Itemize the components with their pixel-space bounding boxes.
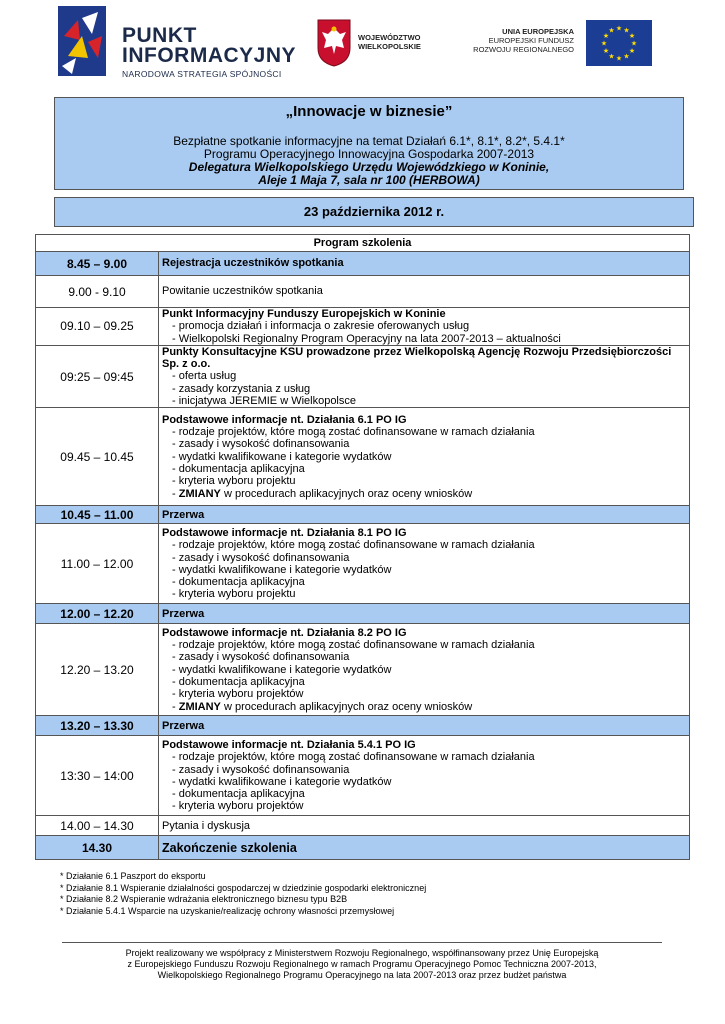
program-description [159, 836, 690, 860]
program-table [35, 234, 690, 860]
eu-star-icon: ★ [615, 25, 623, 33]
event-header [54, 97, 684, 190]
eu-star-icon: ★ [628, 48, 636, 55]
program-time: 09:25 – 09:45 [36, 345, 159, 407]
program-subitem: - wydatki kwalifikowane i kategorie wydatków [172, 450, 392, 463]
footnote: * Działanie 8.2 Wspieranie wdrażania elektronicznego biznesu typu B2B [60, 894, 348, 904]
program-row [36, 308, 690, 346]
eu-star-icon: ★ [602, 33, 610, 40]
eu-logo [462, 20, 662, 68]
program-subitem: - oferta usług [172, 370, 237, 383]
changes-highlight: ZMIANY [178, 700, 221, 713]
eu-star-icon: ★ [608, 53, 615, 61]
program-subitem: - Wielkopolski Regionalny Program Operacyjny na lata 2007-2013 – aktualności [172, 332, 561, 345]
program-row [36, 506, 690, 524]
program-time: 10.45 – 11.00 [36, 506, 159, 524]
punkt-title-line2: INFORMACYJNY [122, 44, 297, 67]
eu-text [473, 27, 574, 54]
program-row [36, 836, 690, 860]
program-item-title: Zakończenie szkolenia [162, 840, 297, 855]
program-description [159, 308, 690, 346]
wielkopolska-logo [316, 18, 446, 70]
program-time: 11.00 – 12.00 [36, 524, 159, 604]
event-topic: Bezpłatne spotkanie informacyjne na temat Działań 6.1*, 8.1*, 8.2*, 5.4.1* [173, 134, 565, 148]
footer [62, 948, 662, 981]
footnote: * Działanie 8.1 Wspieranie działalności gospodarczej w dziedzinie gospodarki elektronicznej [60, 882, 427, 893]
program-description [159, 624, 690, 716]
eu-line2: EUROPEJSKI FUNDUSZ [488, 36, 574, 45]
program-subitem: - zasady i wysokość dofinansowania [172, 763, 350, 776]
program-time: 14.30 [36, 836, 159, 860]
program-time: 14.00 – 14.30 [36, 816, 159, 836]
program-subitem: - wydatki kwalifikowane i kategorie wydatków [172, 663, 392, 676]
eu-star-icon: ★ [600, 40, 608, 48]
program-description [159, 524, 690, 604]
program-subitem: - inicjatywa JEREMIE w Wielkopolsce [172, 395, 356, 408]
program-time: 8.45 – 9.00 [36, 252, 159, 276]
eu-star-icon: ★ [628, 33, 636, 40]
eu-star-icon: ★ [623, 27, 630, 35]
eu-star-icon: ★ [630, 40, 638, 48]
program-subitem: - dokumentacja aplikacyjna [172, 788, 305, 801]
program-row [36, 816, 690, 836]
program-row [36, 252, 690, 276]
subitem-prefix: - [172, 487, 179, 500]
program-time: 12.00 – 12.20 [36, 604, 159, 624]
program-description [159, 252, 690, 276]
program-time: 9.00 - 9.10 [36, 276, 159, 308]
footer-line: z Europejskiego Funduszu Rozwoju Regionalnego w ramach Programu Operacyjnego Pomoc Techniczna 2007-2013, [127, 959, 597, 969]
subitem-prefix: - [172, 700, 179, 713]
program-heading: Program szkolenia [36, 235, 690, 252]
program-subitem [162, 701, 689, 713]
program-item-title: Przerwa [162, 607, 205, 620]
program-description [159, 408, 690, 506]
program-subitem: - dokumentacja aplikacyjna [172, 576, 305, 589]
program-subitem: - zasady i wysokość dofinansowania [172, 438, 350, 451]
program-time: 09.10 – 09.25 [36, 308, 159, 346]
program-time: 13.20 – 13.30 [36, 716, 159, 736]
program-subitem [162, 488, 689, 500]
eagle-crest-icon [316, 18, 352, 68]
changes-highlight: ZMIANY [178, 487, 221, 500]
eu-line3: ROZWOJU REGIONALNEGO [473, 45, 574, 54]
program-item-title: Podstawowe informacje nt. Działania 6.1 PO IG [162, 413, 407, 426]
program-row [36, 624, 690, 716]
program-description [159, 276, 690, 308]
program-item-title: Punkt Informacyjny Funduszy Europejskich w Koninie [162, 308, 446, 320]
punkt-informacyjny-mark-icon [58, 6, 106, 76]
punkt-informacyjny-logo [58, 6, 318, 80]
punkt-title-line1: PUNKT [122, 24, 197, 47]
program-row [36, 276, 690, 308]
program-table-heading-row [36, 235, 690, 252]
eu-star-icon: ★ [602, 48, 610, 55]
program-subitem: - zasady korzystania z usług [172, 382, 311, 395]
program-row [36, 716, 690, 736]
program-description [159, 345, 690, 407]
program-subitem: - rodzaje projektów, które mogą zostać dofinansowane w ramach działania [172, 639, 535, 652]
eu-star-icon: ★ [615, 55, 623, 63]
program-item-title: Pytania i dyskusja [162, 819, 251, 832]
punkt-informacyjny-title [122, 26, 296, 66]
event-address: Aleje 1 Maja 7, sala nr 100 (HERBOWA) [258, 173, 480, 187]
wlkp-line2: WIELKOPOLSKIE [358, 42, 421, 51]
program-subitem: - zasady i wysokość dofinansowania [172, 651, 350, 664]
program-subitem: - promocja działań i informacja o zakresie oferowanych usług [172, 320, 470, 333]
footnotes [60, 871, 426, 917]
footnote: * Działanie 6.1 Paszport do eksportu [60, 871, 206, 881]
program-subitem: - dokumentacja aplikacyjna [172, 463, 305, 476]
program-subitem: - kryteria wyboru projektów [172, 688, 304, 701]
program-item-title: Podstawowe informacje nt. Działania 8.1 PO IG [162, 526, 407, 539]
program-item-title: Rejestracja uczestników spotkania [162, 257, 344, 270]
program-item-title: Podstawowe informacje nt. Działania 5.4.1 PO IG [162, 738, 416, 751]
program-row [36, 736, 690, 816]
program-item-title: Przerwa [162, 508, 205, 521]
program-item-title: Powitanie uczestników spotkania [162, 285, 323, 298]
program-subitem: - rodzaje projektów, które mogą zostać dofinansowane w ramach działania [172, 751, 535, 764]
program-description [159, 604, 690, 624]
program-subitem: - kryteria wyboru projektu [172, 588, 296, 601]
program-item-title: Podstawowe informacje nt. Działania 8.2 PO IG [162, 626, 407, 639]
program-subitem: - wydatki kwalifikowane i kategorie wydatków [172, 563, 392, 576]
event-title: „Innowacje w biznesie” [285, 103, 453, 120]
eu-star-icon: ★ [623, 53, 630, 61]
program-description [159, 506, 690, 524]
program-item-title: Punkty Konsultacyjne KSU prowadzone przez Wielkopolską Agencję Rozwoju Przedsiębiorczości Sp. z o.o. [162, 345, 672, 371]
eu-star-icon: ★ [608, 27, 615, 35]
event-venue: Delegatura Wielkopolskiego Urzędu Wojewódzkiego w Koninie, [188, 160, 550, 174]
program-row [36, 524, 690, 604]
program-time: 09.45 – 10.45 [36, 408, 159, 506]
program-subitem: - wydatki kwalifikowane i kategorie wydatków [172, 775, 392, 788]
footer-divider [62, 942, 662, 943]
punkt-subtitle: NARODOWA STRATEGIA SPÓJNOŚCI [122, 69, 282, 79]
eu-flag-icon [586, 20, 652, 66]
program-item-title: Przerwa [162, 719, 205, 732]
program-description [159, 736, 690, 816]
logo-bar [0, 0, 725, 92]
footnote: * Działanie 5.4.1 Wsparcie na uzyskanie/realizację ochrony własności przemysłowej [60, 905, 395, 916]
program-subitem: - kryteria wyboru projektów [172, 800, 304, 813]
program-subitem: - zasady i wysokość dofinansowania [172, 551, 350, 564]
subitem-rest: w procedurach aplikacyjnych oraz oceny wniosków [220, 700, 473, 713]
program-time: 13:30 – 14:00 [36, 736, 159, 816]
program-description [159, 816, 690, 836]
wlkp-line1: WOJEWÓDZTWO [358, 33, 421, 42]
event-description [55, 135, 683, 187]
eu-line1: UNIA EUROPEJSKA [502, 27, 574, 36]
program-subitem: - dokumentacja aplikacyjna [172, 676, 305, 689]
program-subitem: - kryteria wyboru projektu [172, 475, 296, 488]
program-subitem: - rodzaje projektów, które mogą zostać dofinansowane w ramach działania [172, 426, 535, 439]
program-row [36, 604, 690, 624]
program-time: 12.20 – 13.20 [36, 624, 159, 716]
footer-line: Projekt realizowany we współpracy z Ministerstwem Rozwoju Regionalnego, współfinansowany przez Unię Europejską [125, 948, 599, 958]
program-description [159, 716, 690, 736]
wielkopolska-text [358, 33, 421, 51]
event-programme: Programu Operacyjnego Innowacyjna Gospodarka 2007-2013 [203, 147, 535, 161]
subitem-rest: w procedurach aplikacyjnych oraz oceny wniosków [220, 487, 473, 500]
program-row [36, 408, 690, 506]
event-date: 23 października 2012 r. [54, 197, 694, 227]
footer-line: Wielkopolskiego Regionalnego Programu Operacyjnego na lata 2007-2013 oraz przez budżet państwa [157, 970, 567, 980]
program-row [36, 345, 690, 407]
program-subitem: - rodzaje projektów, które mogą zostać dofinansowane w ramach działania [172, 539, 535, 552]
